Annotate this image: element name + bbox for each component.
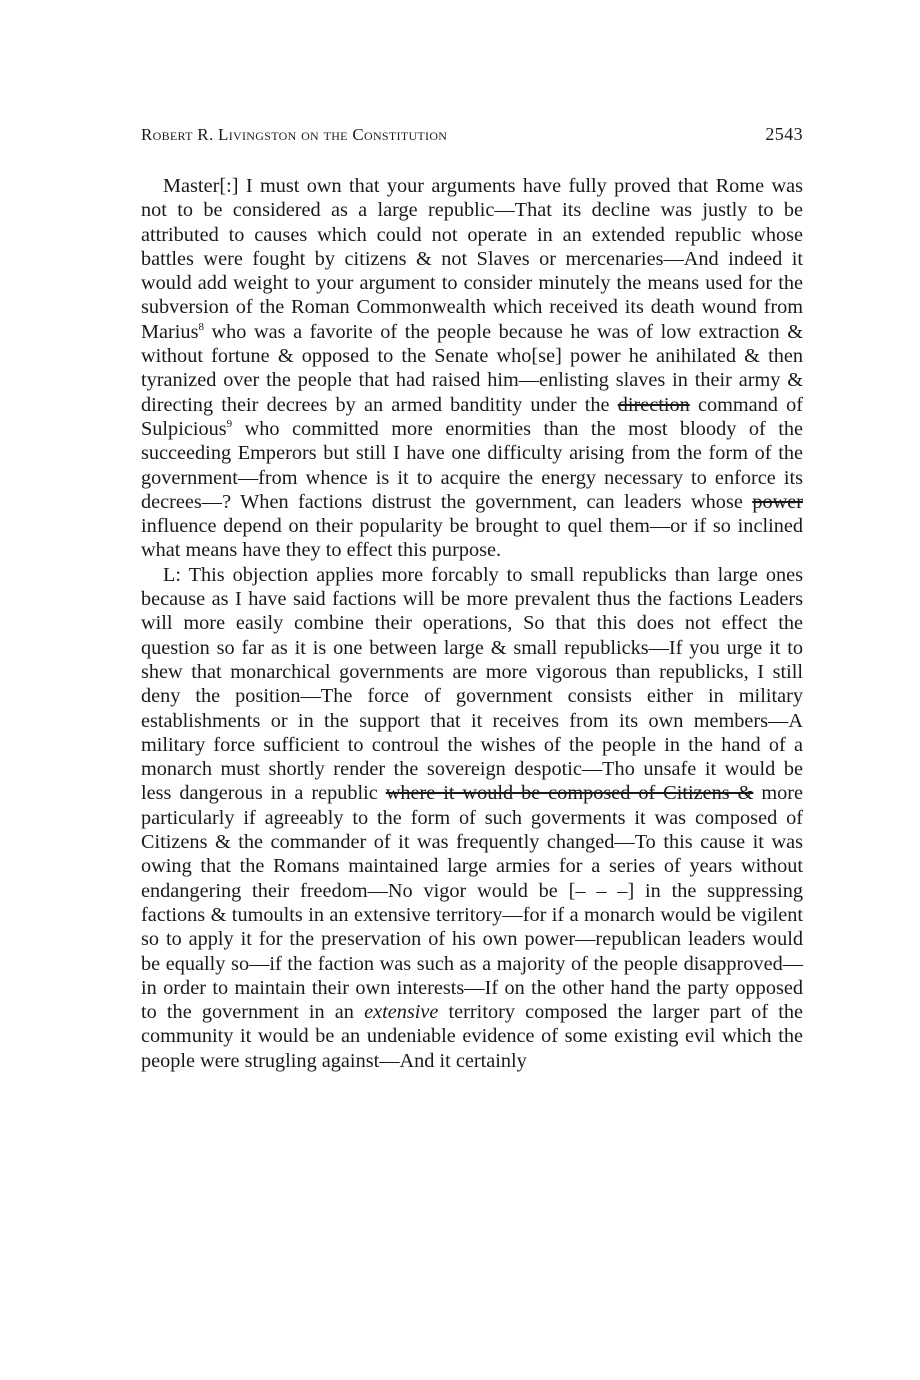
running-head bbox=[141, 124, 803, 154]
text-span: L: This objection applies more forcably to small republicks than large ones because as I have said factions will be more prevalent thus the factions Leaders will more easily combine their operations, So that this does not effect the question so far as it is one between large & small republicks—If you urge it to shew that monarchical governments are more vigorous than republicks, I still deny the position—The force of government consists either in military establishments or in the support that it receives from its own members—A military force sufficient to controul the wishes of the people in the hand of a monarch must shortly render the sovereign despotic—Tho unsafe it would be less dangerous in a republic bbox=[141, 563, 803, 805]
footnote-marker: 8 bbox=[198, 321, 204, 334]
document-page bbox=[141, 124, 803, 1073]
paragraph-master bbox=[141, 174, 803, 563]
body-text bbox=[141, 174, 803, 1073]
text-span: command of Sulpicious bbox=[141, 393, 803, 440]
running-title: Robert R. Livingston on the Constitution bbox=[141, 125, 448, 144]
paragraph-livingston bbox=[141, 563, 803, 1073]
text-span: influence depend on their popularity be brought to quel them—or if so inclined what means have they to effect this purpose. bbox=[141, 515, 803, 562]
text-span: territory composed the larger part of the community it would be an undeniable evidence of some existing evil which the people were strugling against—And it certainly bbox=[141, 1001, 803, 1072]
page-number: 2543 bbox=[765, 124, 803, 144]
italic-text: extensive bbox=[364, 1001, 439, 1024]
struck-text: power bbox=[752, 490, 803, 513]
struck-text: direction bbox=[617, 393, 690, 416]
text-span: more particularly if agreeably to the form of such goverments it was composed of Citizens & the commander of it was frequently changed—To this cause it was owing that the Romans maintained large armies for a series of years without endangering their freedom—No vigor would be [– – –] in the suppressing factions & tumoults in an extensive territory—for if a monarch would be vigilent so to apply it for the preservation of his own power—republican leaders would be equally so—if the faction was such as a majority of the people disapproved—in order to maintain their own interests—If on the other hand the party opposed to the government in an bbox=[141, 782, 804, 1024]
text-span: who committed more enormities than the most bloody of the succeeding Emperors but still I have one difficulty arising from the form of the government—from whence is it to acquire the energy necessary to enforce its decrees—? When factions distrust the government, can leaders whose bbox=[141, 417, 803, 513]
text-span: Master[:] I must own that your arguments have fully proved that Rome was not to be considered as a large republic—That its decline was justly to be attributed to causes which could not operate in an extended republic whose battles were fought by citizens & not Slaves or mercenaries—And indeed it would add weight to your argument to consider minutely the means used for the subversion of the Roman Commonwealth which received its death wound from Marius bbox=[141, 175, 803, 343]
footnote-marker: 9 bbox=[226, 418, 233, 431]
struck-text: where it would be composed of Citizens & bbox=[385, 782, 754, 805]
text-span: who was a favorite of the people because he was of low extraction & without fortune & opposed to the Senate who[se] power he anihilated & then tyranized over the people that had raised him—enlisting slaves in their army & directing their decrees by an armed banditity under the bbox=[141, 320, 803, 416]
